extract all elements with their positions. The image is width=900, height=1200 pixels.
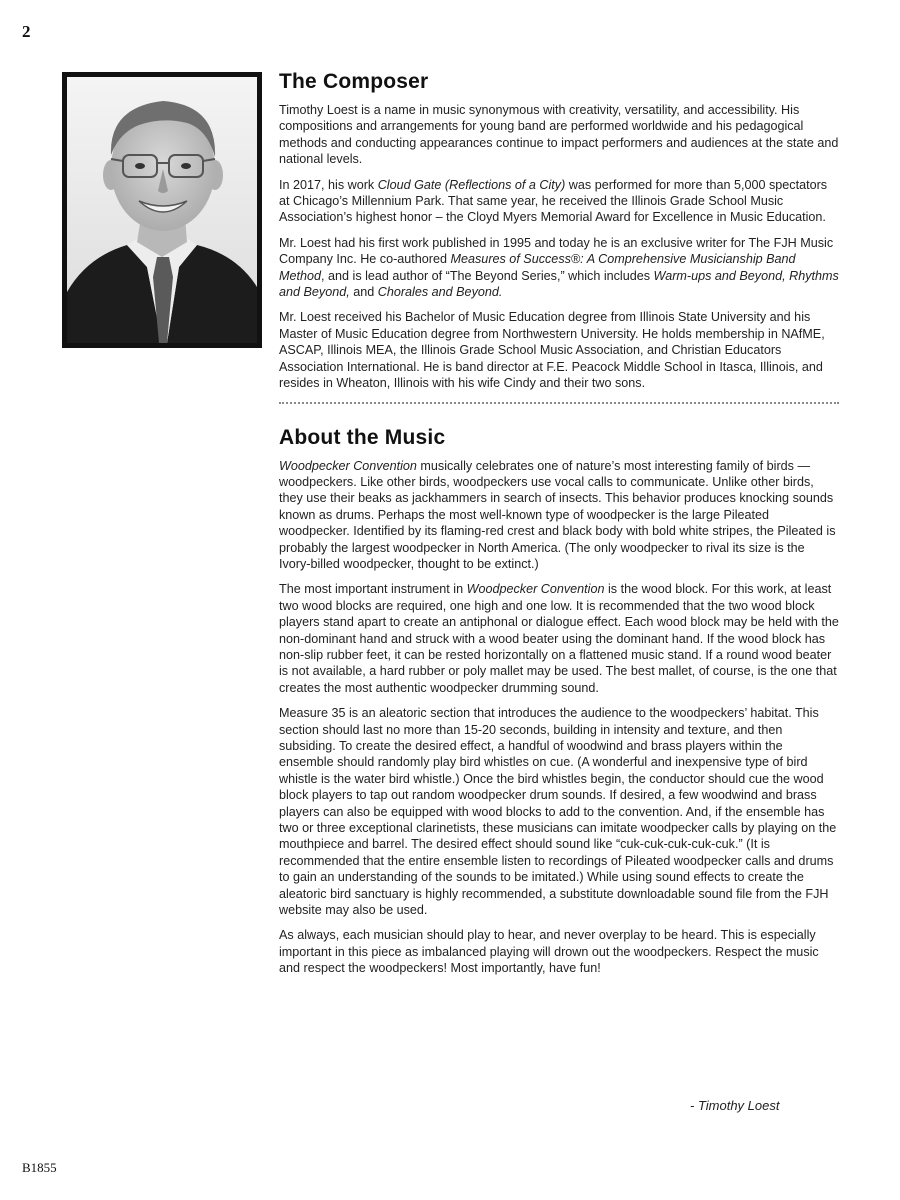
- music-paragraph-1: Woodpecker Convention musically celebrates one of nature’s most interesting family of birds — woodpeckers. Like other birds, woodpeckers use vocal calls to communicate. Unlike other birds, they use their beaks as jackhammers in search of insects. This behavior produces knocking sounds known as drums. Perhaps the most well-known type of woodpecker is the large Pileated woodpecker. Identified by its flaming-red crest and black body with bold white stripes, the Pileated is probably the largest woodpecker in North America. (The only woodpecker to rival its size is the Ivory-billed woodpecker, thought to be extinct.): [279, 458, 836, 571]
- music-paragraph-2: The most important instrument in Woodpecker Convention is the wood block. For this work, at least two wood blocks are required, one high and one low. It is recommended that the two wood block players stand apart to create an antiphonal or dialogue effect. Each wood block may be held with the non-dominant hand and struck with a wood beater using the dominant hand. If the wood block has non-slip rubber feet, it can be rested horizontally on a flattened music stand. If a round wood beater is not available, a hard rubber or poly mallet may be used. The best mallet, of course, is the one that creates the most authentic woodpecker drumming sound.: [279, 582, 839, 695]
- about-music-heading: About the Music: [279, 425, 446, 449]
- composer-heading: The Composer: [279, 70, 429, 93]
- composer-paragraph-4: Mr. Loest received his Bachelor of Music Education degree from Illinois State University and his Master of Music Education degree from Northwestern University. He holds membership in NAfME, ASCAP, Illinois MEA, the Illinois Grade School Music Association, and Christian Educators Association International. He is band director at F.E. Peacock Middle School in Itasca, Illinois, and resides in Wheaton, Illinois with his wife Cindy and their two sons.: [279, 310, 825, 391]
- page-number: 2: [22, 22, 31, 41]
- composer-paragraph-3: Mr. Loest had his first work published in 1995 and today he is an exclusive writer for The FJH Music Company Inc. He co-authored Measures of Success®: A Comprehensive Musicianship Band Method, and is lead author of “The Beyond Series,” which includes Warm-ups and Beyond, Rhythms and Beyond, and Chorales and Beyond.: [279, 235, 839, 300]
- page-content: [279, 70, 839, 986]
- music-paragraph-4: As always, each musician should play to hear, and never overplay to be heard. This is especially important in this piece as imbalanced playing will drown out the woodpeckers. Respect the music and respect the woodpeckers! Most importantly, have fun!: [279, 928, 819, 976]
- composer-portrait: [62, 72, 262, 348]
- signature: - Timothy Loest: [690, 1098, 780, 1113]
- music-paragraph-3: Measure 35 is an aleatoric section that introduces the audience to the woodpeckers’ habitat. This section should last no more than 15-20 seconds, building in intensity and texture, and then subsiding. To create the desired effect, a handful of woodwind and brass players within the ensemble should randomly play bird whistles on cue. (A wonderful and inexpensive type of bird whistle is the water bird whistle.) Once the bird whistles begin, the conductor should cue the wood block players to tap out random woodpecker drum sounds. If desired, a few woodwind and brass players can also be equipped with wood blocks to add to the convention. And, if the ensemble has two or three exceptional clarinetists, these musicians can imitate woodpecker calls by playing on the mouthpiece and barrel. The desired effect should sound like “cuk-cuk-cuk-cuk-cuk.” (It is recommended that the entire ensemble listen to recordings of Pileated woodpecker calls and drums to gain an understanding of the sounds to be imitated.) While using sound effects to create the aleatoric bird sanctuary is highly recommended, a substitute downloadable sound file from the FJH website may also be used.: [279, 706, 837, 918]
- footer-catalog-code: B1855: [22, 1160, 57, 1175]
- composer-section: [279, 70, 839, 392]
- portrait-photo: [67, 77, 257, 343]
- section-divider: [279, 402, 839, 404]
- composer-paragraph-2: In 2017, his work Cloud Gate (Reflections of a City) was performed for more than 5,000 spectators at Chicago’s Millennium Park. That same year, he received the Illinois Grade School Music Association’s highest honor – the Cloyd Myers Memorial Award for Excellence in Music Education.: [279, 177, 828, 225]
- composer-paragraph-1: Timothy Loest is a name in music synonymous with creativity, versatility, and accessibility. His compositions and arrangements for young band are performed worldwide and his pedagogical methods and conducting appearances continue to impact performers and audiences at the state and national levels.: [279, 103, 839, 167]
- about-music-section: [279, 426, 839, 977]
